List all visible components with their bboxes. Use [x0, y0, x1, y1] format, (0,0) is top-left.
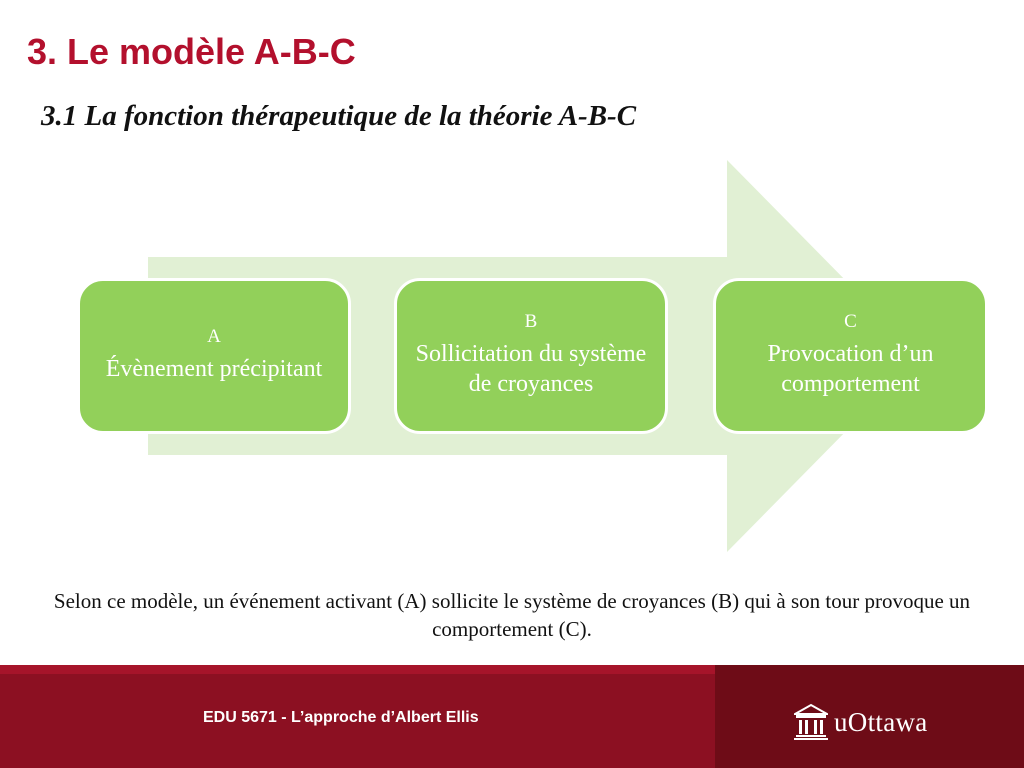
step-c-letter: C — [844, 310, 857, 332]
footer-bar — [0, 665, 1024, 768]
step-a-text: Évènement précipitant — [105, 356, 323, 383]
model-caption: Selon ce modèle, un événement activant (A) sollicite le système de croyances (B) qui à son tour provoque un comportement (C). — [53, 589, 971, 641]
step-a-box — [77, 278, 351, 434]
step-c-box — [713, 278, 988, 434]
step-b-letter: B — [524, 310, 538, 332]
university-building-icon — [794, 703, 828, 741]
slide-subtitle: 3.1 La fonction thérapeutique de la théorie A-B-C — [41, 100, 637, 132]
step-b-text: Sollicitation du système de croyances — [415, 340, 647, 398]
logo-wordmark: uOttawa — [834, 706, 928, 737]
uottawa-logo — [794, 703, 928, 741]
step-b-box — [394, 278, 668, 434]
step-a-letter: A — [207, 326, 221, 348]
step-c-text: Provocation d’un comportement — [767, 340, 934, 398]
course-label: EDU 5671 - L’approche d’Albert Ellis — [203, 709, 479, 726]
slide-title: 3. Le modèle A-B-C — [27, 31, 356, 72]
